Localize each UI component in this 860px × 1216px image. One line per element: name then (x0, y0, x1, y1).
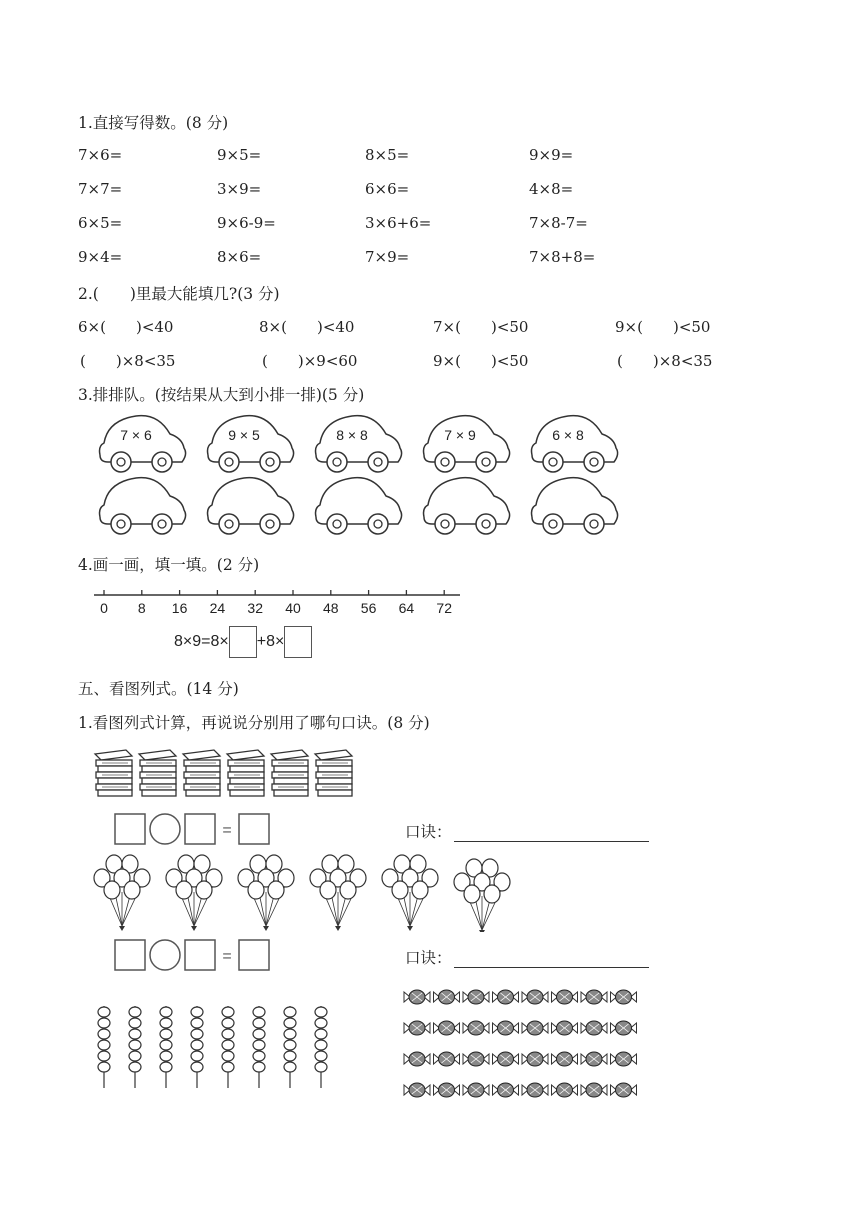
candy-icon (404, 1021, 430, 1035)
candy-icon (552, 1052, 578, 1066)
koujue-1 (405, 820, 649, 842)
candy-icon (611, 1052, 637, 1066)
q2-cell: ( )×8<35 (617, 352, 713, 370)
car-blank (208, 478, 294, 534)
equals-sign: = (222, 822, 232, 839)
candy-icon (552, 990, 578, 1004)
q1-cell: 7×8-7= (529, 214, 588, 232)
candy-icon (522, 990, 548, 1004)
candy-icon (434, 990, 460, 1004)
q1-cell: 8×6= (217, 248, 262, 266)
candy-icon (522, 1052, 548, 1066)
number-line-label: 72 (436, 600, 452, 616)
q1-cell: 7×7= (78, 180, 123, 198)
candy-icon (463, 1021, 489, 1035)
candy-icon (552, 1021, 578, 1035)
number-line-label: 32 (247, 600, 263, 616)
car-1 (100, 416, 186, 472)
operator-circle[interactable] (150, 940, 180, 970)
q1-cell: 3×6+6= (365, 214, 432, 232)
answer-box[interactable] (239, 814, 269, 844)
equals-sign: = (222, 948, 232, 965)
number-line-label: 24 (209, 600, 226, 616)
koujue-label: 口诀： (405, 823, 452, 841)
q3-title: 3.排排队。(按结果从大到小排一排)(5 分) (78, 386, 365, 404)
answer-box[interactable] (284, 626, 312, 658)
car-label: 6 × 8 (552, 427, 584, 443)
q2-cell: 9×( )<50 (433, 352, 529, 370)
number-line-label: 0 (100, 600, 108, 616)
q1-cell: 7×8+8= (529, 248, 596, 266)
q1-cell: 6×6= (365, 180, 410, 198)
koujue-label: 口诀： (405, 949, 452, 967)
candy-icon (522, 1083, 548, 1097)
car-label: 9 × 5 (228, 427, 260, 443)
car-3 (316, 416, 402, 472)
car-grid (90, 406, 630, 546)
candy-grid (402, 986, 647, 1112)
q1-cell: 4×8= (529, 180, 574, 198)
q4-eq-left: 8×9=8× (174, 633, 229, 651)
q1-title: 1.直接写得数。(8 分) (78, 114, 229, 132)
answer-box[interactable] (239, 940, 269, 970)
candy-icon (434, 1052, 460, 1066)
equation-frame (113, 812, 273, 846)
answer-box[interactable] (229, 626, 257, 658)
number-line-label: 16 (171, 600, 188, 616)
number-line-label: 56 (360, 600, 377, 616)
candy-icon (463, 1052, 489, 1066)
car-blank (424, 478, 510, 534)
candy-icon (463, 1083, 489, 1097)
q2-cell: ( )×8<35 (80, 352, 176, 370)
answer-box[interactable] (185, 940, 215, 970)
book-stacks (92, 748, 362, 800)
equation-frame (113, 938, 273, 972)
number-line-label: 48 (323, 600, 339, 616)
q2-cell: 6×( )<40 (78, 318, 174, 336)
koujue-answer-line[interactable] (454, 827, 649, 842)
car-4 (424, 416, 510, 472)
bead-skewers (90, 1002, 350, 1094)
q2-cell: ( )×9<60 (262, 352, 358, 370)
number-line-label: 40 (285, 600, 301, 616)
car-label: 7 × 6 (120, 427, 152, 443)
answer-box[interactable] (115, 940, 145, 970)
candy-icon (493, 990, 519, 1004)
candy-icon (404, 1052, 430, 1066)
number-line-label: 64 (398, 600, 415, 616)
q1-cell: 6×5= (78, 214, 123, 232)
q1-cell: 7×6= (78, 146, 123, 164)
candy-icon (611, 990, 637, 1004)
candy-icon (493, 1021, 519, 1035)
q4-title: 4.画一画，填一填。(2 分) (78, 556, 260, 574)
number-line-label: 8 (137, 600, 146, 616)
candy-icon (493, 1052, 519, 1066)
candy-icon (522, 1021, 548, 1035)
section5-q1-title: 1.看图列式计算，再说说分别用了哪句口诀。(8 分) (78, 714, 430, 732)
candy-icon (581, 1052, 607, 1066)
q2-cell: 9×( )<50 (615, 318, 711, 336)
candy-icon (581, 1021, 607, 1035)
section5-title: 五、看图列式。(14 分) (78, 680, 239, 698)
q4-equation (174, 626, 312, 658)
car-blank (532, 478, 618, 534)
car-2 (208, 416, 294, 472)
candy-icon (581, 990, 607, 1004)
candy-icon (434, 1021, 460, 1035)
q1-cell: 7×9= (365, 248, 410, 266)
candy-icon (404, 1083, 430, 1097)
candy-icon (493, 1083, 519, 1097)
q4-eq-mid: +8× (256, 633, 285, 651)
koujue-2 (405, 946, 649, 968)
koujue-answer-line[interactable] (454, 953, 649, 968)
q1-cell: 9×5= (217, 146, 262, 164)
balloon-bunches (90, 852, 530, 932)
equation-row-2 (113, 938, 273, 976)
q2-title: 2.( )里最大能填几?(3 分) (78, 285, 280, 303)
q1-cell: 8×5= (365, 146, 410, 164)
candy-icon (552, 1083, 578, 1097)
operator-circle[interactable] (150, 814, 180, 844)
answer-box[interactable] (115, 814, 145, 844)
q2-cell: 7×( )<50 (433, 318, 529, 336)
car-5 (532, 416, 618, 472)
candy-icon (611, 1083, 637, 1097)
number-line (92, 585, 472, 621)
car-label: 7 × 9 (444, 427, 476, 443)
equation-row-1 (113, 812, 273, 850)
answer-box[interactable] (185, 814, 215, 844)
q1-cell: 9×9= (529, 146, 574, 164)
candy-icon (581, 1083, 607, 1097)
candy-icon (434, 1083, 460, 1097)
candy-icon (404, 990, 430, 1004)
car-label: 8 × 8 (336, 427, 368, 443)
q1-cell: 9×4= (78, 248, 123, 266)
car-blank (100, 478, 186, 534)
q1-cell: 3×9= (217, 180, 262, 198)
q2-cell: 8×( )<40 (259, 318, 355, 336)
q1-cell: 9×6-9= (217, 214, 276, 232)
car-blank (316, 478, 402, 534)
candy-icon (611, 1021, 637, 1035)
candy-icon (463, 990, 489, 1004)
